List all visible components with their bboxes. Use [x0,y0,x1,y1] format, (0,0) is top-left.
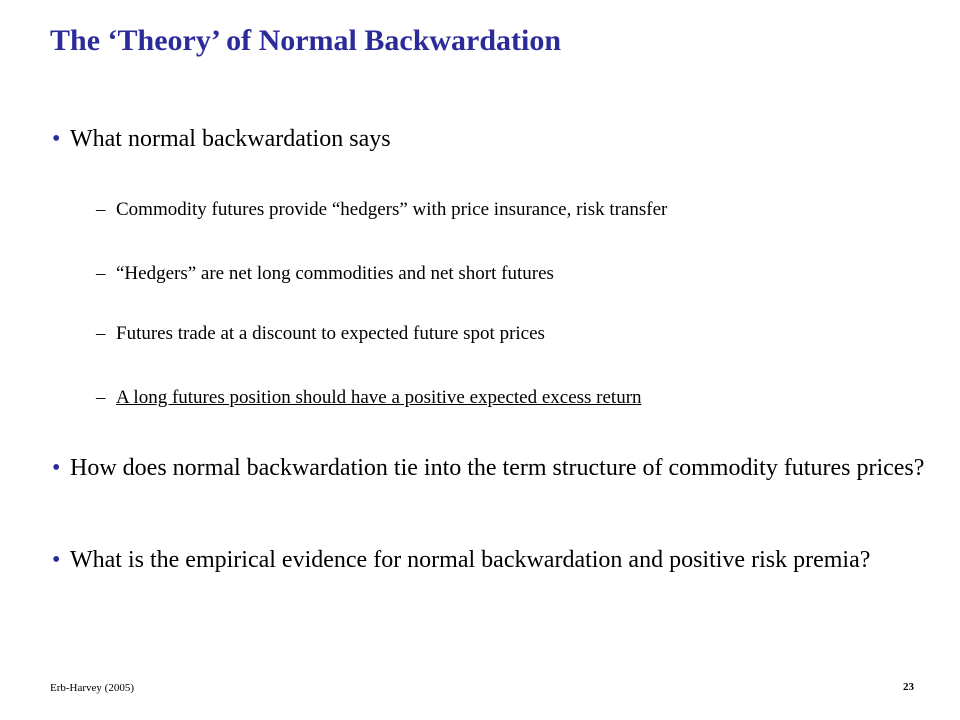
page-number: 23 [903,681,914,693]
bullet-text: How does normal backwardation tie into the term structure of commodity futures prices? [70,455,925,481]
sub-bullet-text: Futures trade at a discount to expected future spot prices [116,323,545,344]
dash-marker: – [96,263,106,284]
bullet-marker: • [52,547,61,573]
sub-bullet-item [96,322,945,346]
sub-bullet-item [96,198,945,222]
dash-marker: – [96,323,106,344]
sub-bullet-text: “Hedgers” are net long commodities and net short futures [116,263,554,284]
sub-bullet-text-underlined: A long futures position should have a positive expected excess return [116,387,642,408]
dash-marker: – [96,387,106,408]
sub-bullet-item [96,386,945,410]
sub-bullet-item [96,262,945,286]
bullet-item [50,124,945,154]
dash-marker: – [96,199,106,220]
bullet-item [50,453,945,483]
footer-source: Erb-Harvey (2005) [50,682,134,694]
bullet-text: What is the empirical evidence for normal backwardation and positive risk premia? [70,547,871,573]
sub-bullet-text: Commodity futures provide “hedgers” with price insurance, risk transfer [116,199,668,220]
bullet-marker: • [52,455,61,481]
bullet-marker: • [52,126,61,152]
bullet-item [50,545,945,575]
slide-title: The ‘Theory’ of Normal Backwardation [50,24,562,57]
bullet-text: What normal backwardation says [70,126,391,152]
